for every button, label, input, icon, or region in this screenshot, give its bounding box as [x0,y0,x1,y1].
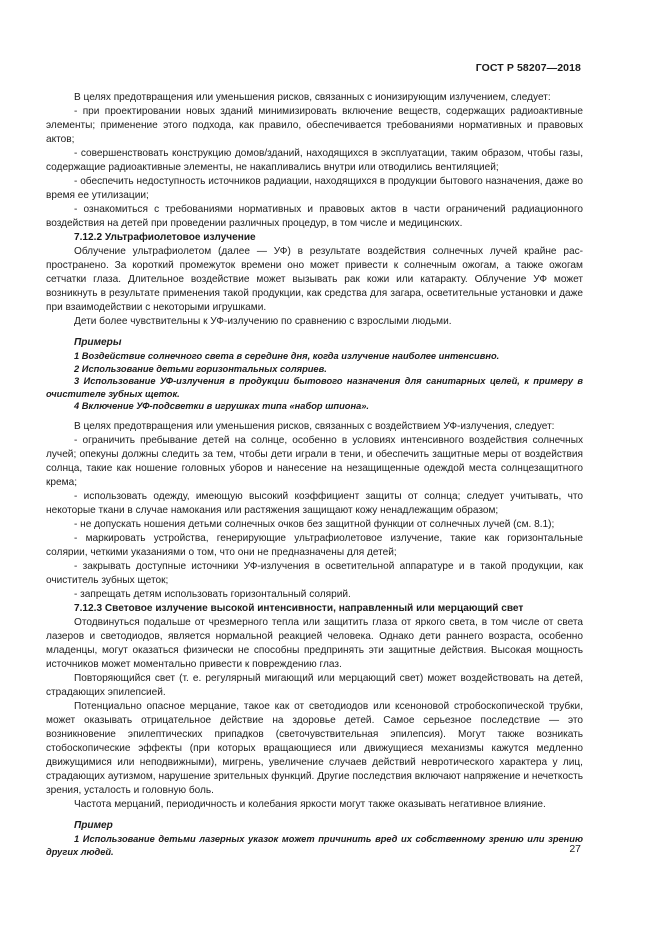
examples-title: Примеры [74,337,122,348]
list-item: - ознакомиться с требованиями нормативных и правовых актов в части ограничений радиационного воздействия на детей при проведении различных процедур, в том числе и медицинских. [46,204,583,229]
example-title: Пример [74,819,113,831]
example-item: 4 Включение УФ-подсветки в игрушках типа «набор шпиона». [74,401,369,412]
list-item: - использовать одежду, имеющую высокий коэффициент защиты от солнца; следует учитывать, что некоторые ткани в случае намокания или растяжения защищают кожу ненадлежащим образом; [46,490,583,516]
section-heading: 7.12.2 Ультрафиолетовое излучение [74,232,256,243]
list-item: - при проектировании новых зданий минимизировать включение веществ, содержащих радиоактивные элементы; применение этого подхода, как правило, обеспечивается требованиями нормативных и правовых актов; [46,106,583,145]
section-heading: 7.12.3 Световое излучение высокой интенсивности, направленный или мерцающий свет [74,602,524,614]
list-item: - совершенствовать конструкцию домов/зданий, находящихся в эксплуатации, таким образом, чтобы газы, содержащие радиоактивные элементы, не накапливались внутри или отводились вентиляцией; [46,148,583,173]
list-item: - запрещать детям использовать горизонтальный солярий. [74,588,351,600]
paragraph: В целях предотвращения или уменьшения рисков, связанных с ионизирующим излучением, следует: [74,92,551,103]
paragraph: Потенциально опасное мерцание, такое как от светодиодов или ксеноновой стробоскопической трубки, может оказывать отрицательное действие на здоровье детей. Самое серьезное последствие — это возникновение эпилептических припадков (светочувствительная эпилепсия). Могут также возникать стобоскопические эффекты (при которых вращающиеся или движущиеся механизмы кажутся медленно движущимися или неподвижными), мигрень, увеличение случаев действий невротического характера у лиц, страдающих аутизмом, нарушение зрительных функций. Другие последствия включают напряжение и нечеткость зрения, усталость и головную боль. [46,700,583,796]
list-item: - маркировать устройства, генерирующие ультрафиолетовое излучение, такие как горизонтальные солярии, четкими указаниями о том, что они не предназначены для детей; [46,532,583,558]
paragraph: Повторяющийся свет (т. е. регулярный мигающий или мерцающий свет) может воздействовать на детей, страдающих эпилепсией. [46,672,583,698]
example-item: 1 Воздействие солнечного света в середине дня, когда излучение наиболее интенсивно. [74,351,500,361]
example-item: 1 Использование детьми лазерных указок может причинить вред их собственному зрению или зрению других людей. [46,833,583,857]
page-number: 27 [569,843,581,855]
document-body [46,91,583,858]
paragraph: Отодвинуться подальше от чрезмерного тепла или защитить глаза от яркого света, в том числе от света лазеров и светодиодов, является нормальной реакцией человека. Однако дети раннего возраста, особенно младенцы, могут оказаться физически не способны предпринять эти защитные действия. Высокая мощность источников может моментально привести к повреждению глаз. [46,616,583,670]
paragraph: В целях предотвращения или уменьшения рисков, связанных с воздействием УФ-излучения, следует: [74,420,555,432]
list-item: - не допускать ношения детьми солнечных очков без защитной функции от солнечных лучей (см. 8.1); [74,518,555,530]
paragraph: Облучение ультрафиолетом (далее — УФ) в результате воздействия солнечных лучей крайне распространено. За короткий промежуток времени оно может привести к солнечным ожогам, а также ожогам сетчатки глаза. Длительное воздействие может вызывать рак кожи или катаракту. Облучение УФ может возникнуть в результате применения такой продукции, как средства для загара, осветительные установки и даже при взаимодействии с некоторыми игрушками. [46,246,583,313]
paragraph: Частота мерцаний, периодичность и колебания яркости могут также оказывать негативное влияние. [74,798,546,810]
list-item: - обеспечить недоступность источников радиации, находящихся в продукции бытового назначения, даже во время ее утилизации; [46,176,583,201]
page-header: ГОСТ Р 58207—2018 [475,62,581,74]
list-item: - ограничить пребывание детей на солнце, особенно в условиях интенсивного воздействия солнечных лучей; опекуны должны следить за тем, чтобы дети играли в тени, и обеспечить защитные меры от воздействия солнца, такие как ношение головных уборов и нанесение на незащищенные одеждой места солнцезащитного крема; [46,434,583,488]
example-item: 3 Использование УФ-излучения в продукции бытового назначения для санитарных целей, к примеру в очистителе зубных щеток. [46,376,583,399]
paragraph: Дети более чувствительны к УФ-излучению по сравнению с взрослыми людьми. [74,316,452,327]
list-item: - закрывать доступные источники УФ-излучения в осветительной аппаратуре и в такой продукции, как очиститель зубных щеток; [46,560,583,586]
example-item: 2 Использование детьми горизонтальных соляриев. [74,363,327,374]
